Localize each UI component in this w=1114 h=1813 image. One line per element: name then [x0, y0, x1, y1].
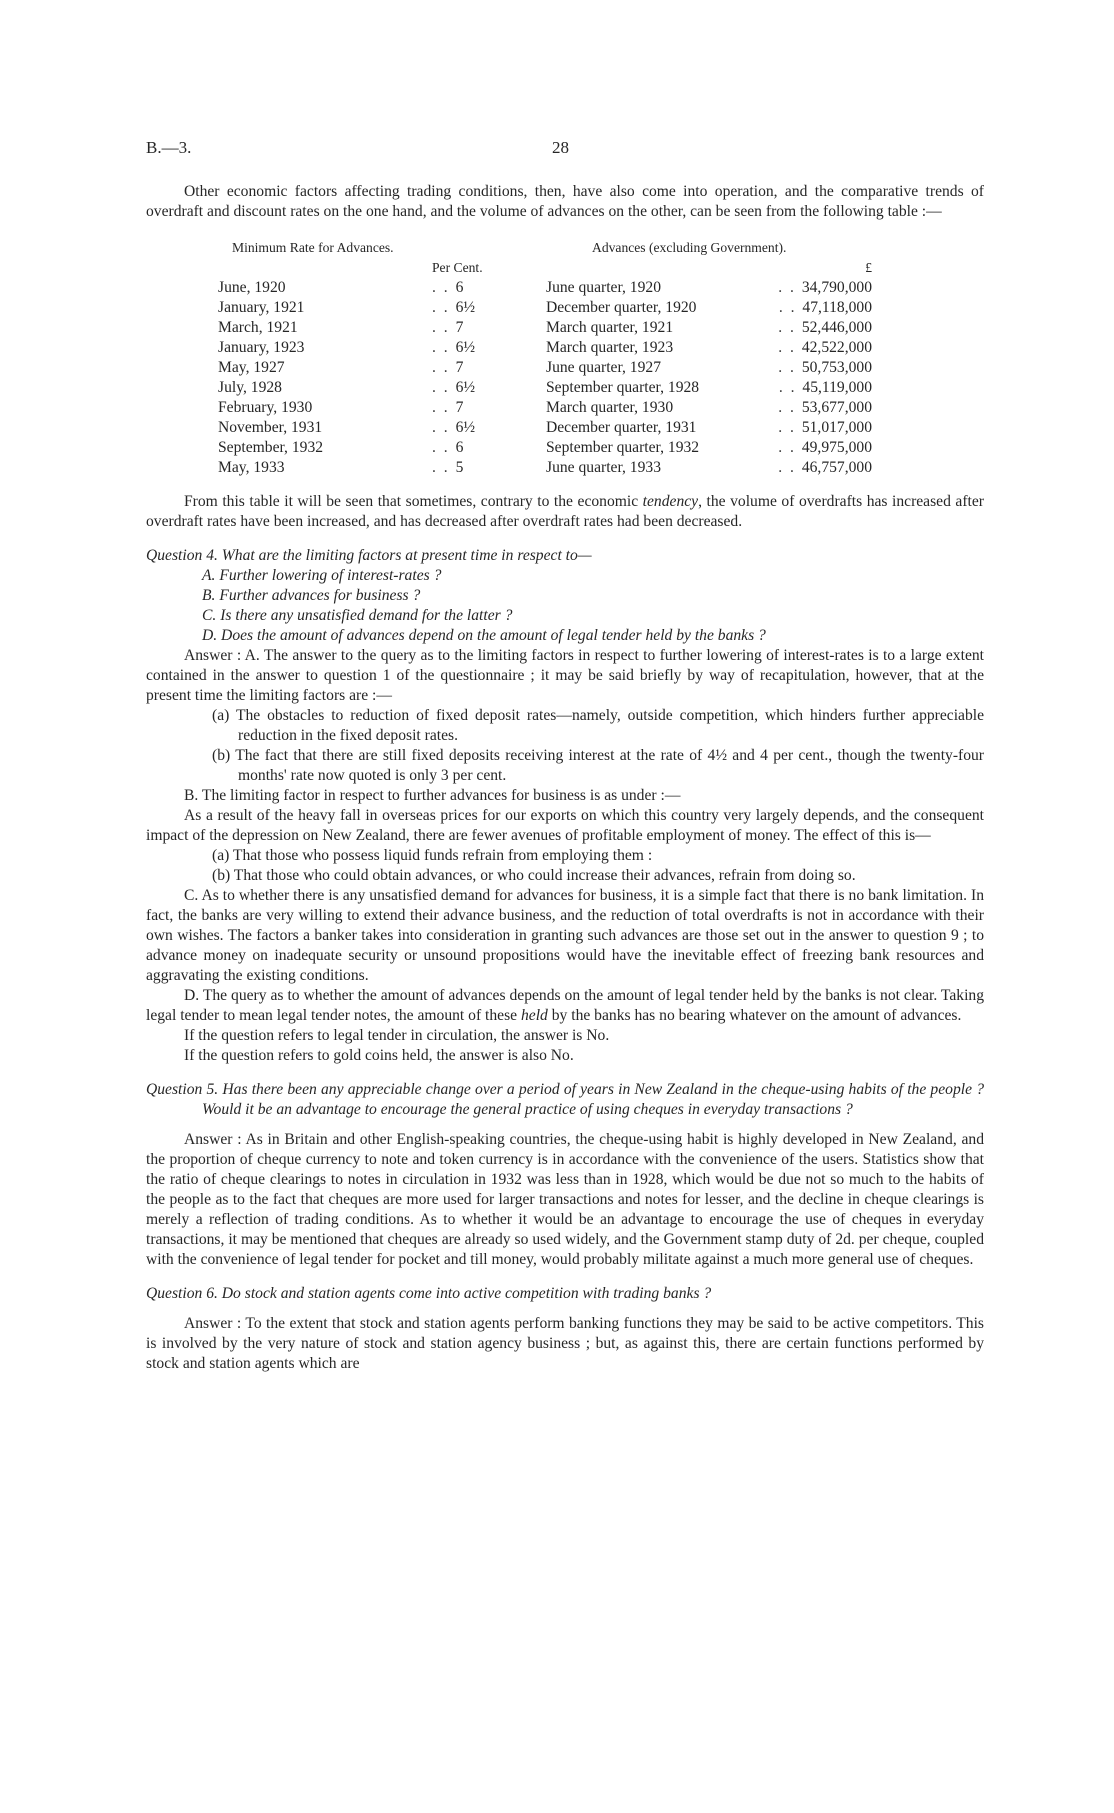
leader-dots: . .	[432, 379, 456, 396]
answer-4d-legal-tender: If the question refers to legal tender in circulation, the answer is No.	[184, 1027, 610, 1044]
row-date: July, 1928	[218, 379, 282, 396]
left-heading: Minimum Rate for Advances.	[232, 240, 394, 255]
row-quarter: September quarter, 1928	[546, 379, 700, 396]
question-4-title: Question 4. What are the limiting factors at present time in respect to—	[146, 547, 592, 564]
question-4-sub-b: B. Further advances for business ?	[202, 587, 421, 604]
table-row	[218, 458, 872, 478]
leader-dots: . .	[778, 279, 802, 296]
leader-dots: . .	[432, 299, 456, 316]
answer-4a-item-a: (a) The obstacles to reduction of fixed deposit rates—namely, outside competition, which hinders further appreciable reduction in the fixed deposit rates.	[212, 707, 984, 744]
leader-dots: . .	[432, 359, 456, 376]
right-heading: Advances (excluding Government).	[592, 240, 787, 255]
answer-5: Answer : As in Britain and other English-speaking countries, the cheque-using habit is highly developed in New Zealand, and the proportion of cheque currency to note and token currency is in accordance with the convenience of the users. Statistics show that the ratio of cheque clearings to notes in circulation in 1932 was less than in 1928, which would be due not so much to the habits of the people as to the fact that cheques are more used for larger transactions and notes for lesser, and the decline in cheque clearings is merely a reflection of trading conditions. As to whether it would be an advantage to encourage the use of cheques in everyday transactions, it may be mentioned that cheques are already so used widely, and the Government stamp duty of 2d. per cheque, coupled with the convenience of legal tender for pocket and till money, would probably militate against a much more general use of cheques.	[146, 1131, 984, 1268]
page-number: 28	[552, 138, 569, 157]
intro-paragraph: Other economic factors affecting trading conditions, then, have also come into operation, and the comparative trends of overdraft and discount rates on the one hand, and the volume of advances on the other, can be seen from the following table :—	[146, 183, 984, 220]
leader-dots: . .	[778, 399, 802, 416]
row-date: May, 1927	[218, 359, 285, 376]
row-amount: . . 45,119,000	[778, 379, 872, 396]
right-unit: £	[865, 260, 872, 275]
row-amount: . . 46,757,000	[778, 459, 872, 476]
row-quarter: March quarter, 1921	[546, 319, 674, 336]
table-row	[218, 418, 872, 438]
leader-dots: . .	[778, 299, 803, 316]
answer-4a: Answer : A. The answer to the query as to the limiting factors in respect to further lowering of interest-rates is to a large extent contained in the answer to question 1 of the questionnaire ; it may be said briefly by way of recapitulation, however, that at the present time the limiting factors are :—	[146, 647, 984, 704]
left-unit: Per Cent.	[432, 260, 483, 275]
row-rate: . . 6½	[432, 299, 476, 316]
row-date: September, 1932	[218, 439, 324, 456]
row-date: November, 1931	[218, 419, 323, 436]
answer-4a-item-b: (b) The fact that there are still fixed deposits receiving interest at the rate of 4½ and 4 per cent., though the twenty-four months' rate now quoted is only 3 per cent.	[212, 747, 984, 784]
leader-dots: . .	[778, 359, 802, 376]
question-5-title: Question 5. Has there been any appreciable change over a period of years in New Zealand in the cheque-using habits of the people ? Would it be an advantage to encourage the general practice of using cheques in everyday transactions ?	[146, 1081, 984, 1118]
row-quarter: June quarter, 1920	[546, 279, 661, 296]
leader-dots: . .	[432, 439, 456, 456]
row-rate: . . 6½	[432, 419, 476, 436]
page-body	[146, 182, 984, 1374]
question-4-sub-a: A. Further lowering of interest-rates ?	[202, 567, 442, 584]
rates-advances-table	[218, 238, 872, 478]
answer-4c: C. As to whether there is any unsatisfied demand for advances for business, it is a simple fact that there is no bank limitation. In fact, the banks are very willing to extend their advance business, and the reduction of total overdrafts is not in accordance with their own wishes. The factors a banker takes into consideration in granting such advances are those set out in the answer to question 9 ; to advance money on inadequate security or unsound propositions would have the inevitable effect of freezing bank resources and aggravating the existing conditions.	[146, 887, 984, 984]
answer-6: Answer : To the extent that stock and station agents perform banking functions they may be said to be active competitors. This is involved by the very nature of stock and station agency business ; but, as against this, there are certain functions performed by stock and station agents which are	[146, 1315, 984, 1372]
page-header	[146, 138, 984, 160]
row-quarter: June quarter, 1933	[546, 459, 661, 476]
leader-dots: . .	[778, 379, 803, 396]
table-row	[218, 338, 872, 358]
row-amount: . . 52,446,000	[778, 319, 872, 336]
leader-dots: . .	[778, 419, 802, 436]
question-4-sub-d: D. Does the amount of advances depend on the amount of legal tender held by the banks ?	[202, 627, 766, 644]
table-row	[218, 318, 872, 338]
row-date: May, 1933	[218, 459, 285, 476]
answer-4b-item-b: (b) That those who could obtain advances, or who could increase their advances, refrain from doing so.	[212, 867, 856, 884]
leader-dots: . .	[778, 459, 802, 476]
table-row	[218, 438, 872, 458]
row-quarter: June quarter, 1927	[546, 359, 661, 376]
leader-dots: . .	[432, 459, 456, 476]
row-quarter: December quarter, 1920	[546, 299, 697, 316]
row-date: March, 1921	[218, 319, 298, 336]
row-quarter: March quarter, 1930	[546, 399, 674, 416]
answer-4b: B. The limiting factor in respect to further advances for business is as under :—	[184, 787, 681, 804]
leader-dots: . .	[432, 279, 456, 296]
row-rate: . . 7	[432, 319, 464, 336]
row-date: January, 1923	[218, 339, 305, 356]
row-amount: . . 49,975,000	[778, 439, 872, 456]
table-row	[218, 398, 872, 418]
row-rate: . . 5	[432, 459, 464, 476]
leader-dots: . .	[432, 339, 456, 356]
question-4-sub-c: C. Is there any unsatisfied demand for the latter ?	[202, 607, 513, 624]
table-row	[218, 378, 872, 398]
answer-4b-item-a: (a) That those who possess liquid funds refrain from employing them :	[212, 847, 653, 864]
leader-dots: . .	[778, 439, 802, 456]
table-row	[218, 278, 872, 298]
leader-dots: . .	[432, 319, 456, 336]
row-rate: . . 6	[432, 279, 464, 296]
row-amount: . . 50,753,000	[778, 359, 872, 376]
document-code: B.—3.	[146, 138, 192, 157]
row-date: June, 1920	[218, 279, 286, 296]
answer-4d: D. The query as to whether the amount of advances depends on the amount of legal tender held by the banks is not clear. Taking legal tender to mean legal tender notes, the amount of these held by the banks has no bearing whatever on the amount of advances.	[146, 987, 984, 1024]
row-rate: . . 6½	[432, 339, 476, 356]
row-rate: . . 7	[432, 399, 464, 416]
question-4	[146, 546, 984, 646]
leader-dots: . .	[778, 339, 802, 356]
leader-dots: . .	[778, 319, 802, 336]
row-amount: . . 53,677,000	[778, 399, 872, 416]
row-quarter: December quarter, 1931	[546, 419, 697, 436]
after-table-paragraph: From this table it will be seen that sometimes, contrary to the economic tendency, the volume of overdrafts has increased after overdraft rates have been increased, and has decreased after overdraft rates had been decreased.	[146, 493, 984, 530]
row-rate: . . 6	[432, 439, 464, 456]
row-date: February, 1930	[218, 399, 313, 416]
row-rate: . . 6½	[432, 379, 476, 396]
row-quarter: September quarter, 1932	[546, 439, 700, 456]
row-quarter: March quarter, 1923	[546, 339, 674, 356]
leader-dots: . .	[432, 399, 456, 416]
table-row	[218, 298, 872, 318]
leader-dots: . .	[432, 419, 456, 436]
row-amount: . . 51,017,000	[778, 419, 872, 436]
row-date: January, 1921	[218, 299, 305, 316]
row-rate: . . 7	[432, 359, 464, 376]
row-amount: . . 47,118,000	[778, 299, 872, 316]
row-amount: . . 34,790,000	[778, 279, 872, 296]
question-6-title: Question 6. Do stock and station agents come into active competition with trading banks ?	[146, 1285, 712, 1302]
answer-4b-detail: As a result of the heavy fall in overseas prices for our exports on which this country very largely depends, and the consequent impact of the depression on New Zealand, there are fewer avenues of profitable employment of money. The effect of this is—	[146, 807, 984, 844]
table-row	[218, 358, 872, 378]
answer-4d-gold: If the question refers to gold coins held, the answer is also No.	[184, 1047, 574, 1064]
row-amount: . . 42,522,000	[778, 339, 872, 356]
